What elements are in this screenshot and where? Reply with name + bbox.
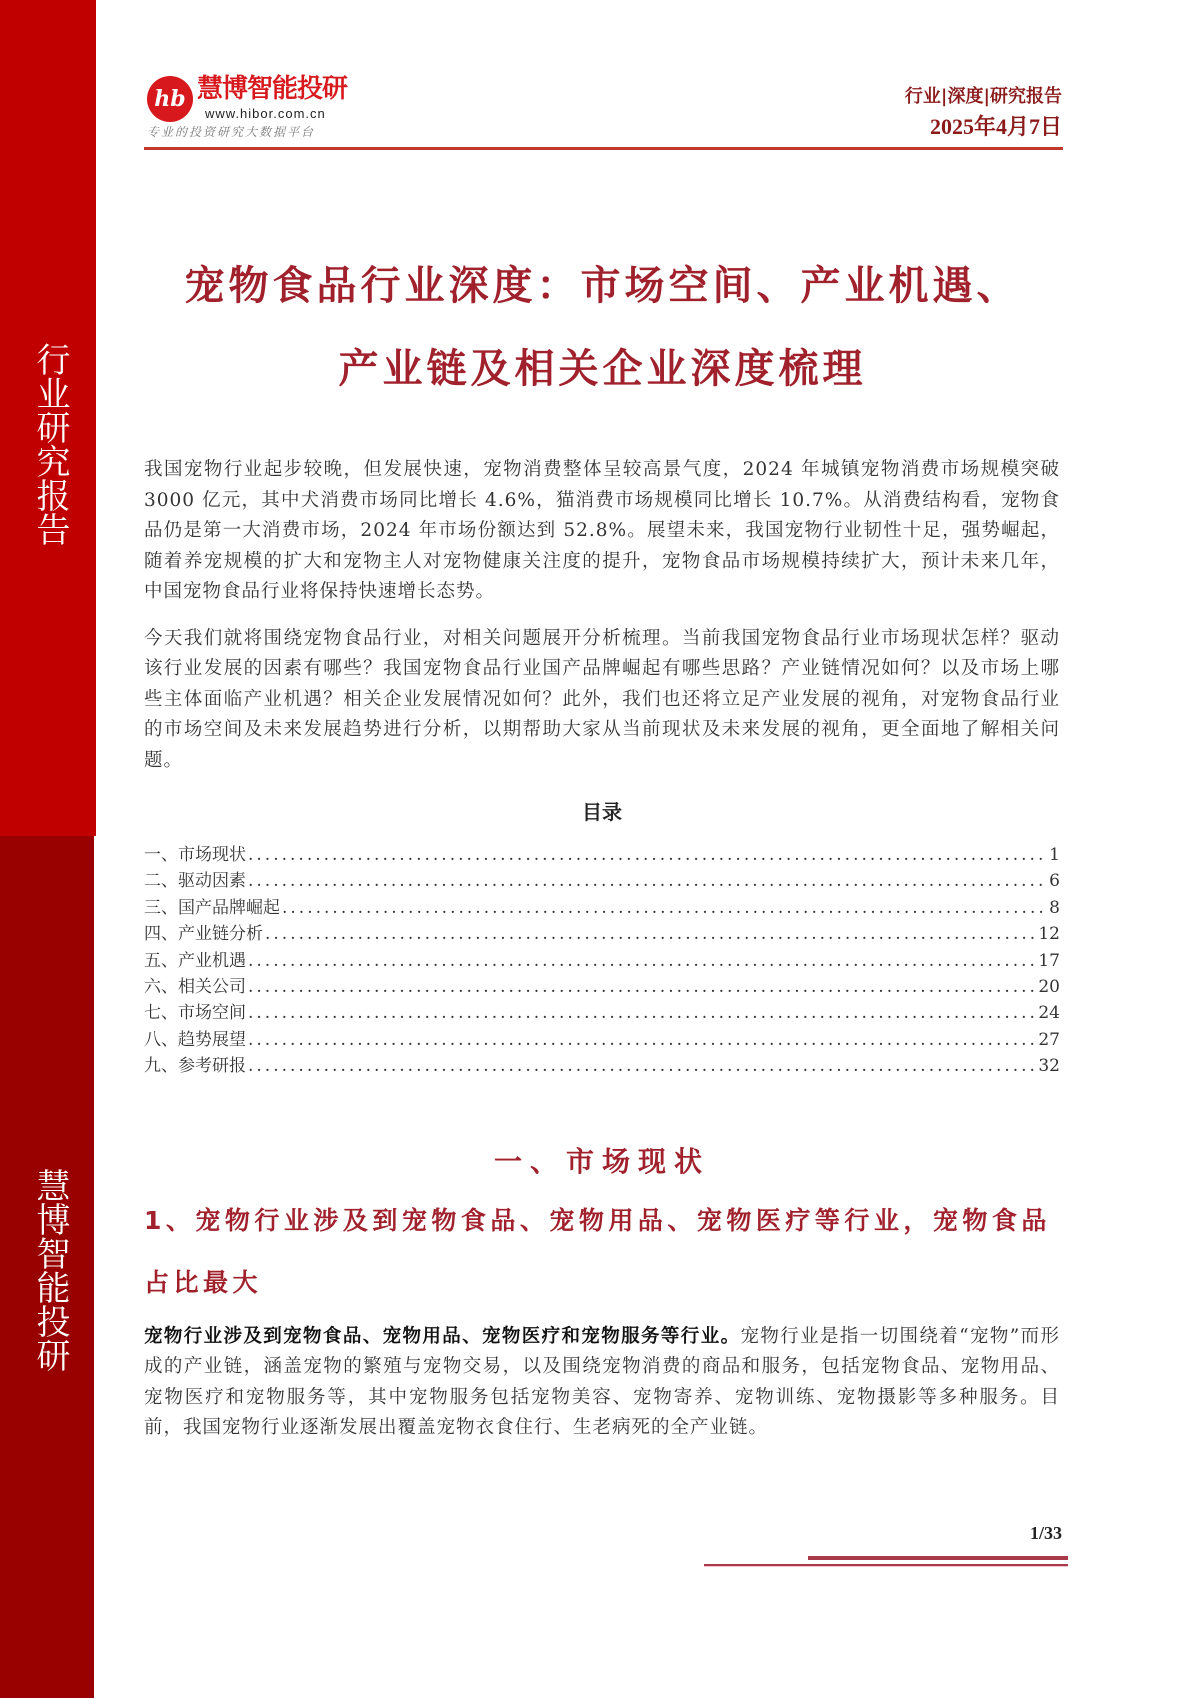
footer-line-thick: [808, 1556, 1068, 1560]
logo: [147, 74, 377, 144]
main-content: [144, 455, 1060, 1444]
toc-item[interactable]: [144, 842, 1060, 868]
toc-leader-dots: [282, 895, 1047, 921]
toc-item-label: 七、市场空间: [144, 1003, 246, 1024]
section-body: 宠物行业是指一切围绕着“宠物”而形成的产业链，涵盖宠物的繁殖与宠物交易，以及围绕宠物消费的商品和服务，包括宠物食品、宠物用品、宠物医疗和宠物服务等，其中宠物服务包括宠物美容、宠物寄养、宠物训练、宠物摄影等多种服务。目前，我国宠物行业逐渐发展出覆盖宠物衣食住行、生老病死的全产业链。: [144, 1325, 1060, 1439]
toc-item-page: 6: [1049, 871, 1060, 892]
toc-item-label: 三、国产品牌崛起: [144, 897, 280, 918]
section-heading: 一、市场现状: [493, 1144, 710, 1178]
sidebar-label-brand: 慧博智能投研: [30, 1168, 70, 1372]
toc-item-page: 27: [1038, 1029, 1060, 1050]
toc-item-label: 六、相关公司: [144, 976, 246, 997]
report-type: 行业|深度|研究报告: [904, 86, 1062, 107]
toc-item[interactable]: [144, 1027, 1060, 1053]
toc-item[interactable]: [144, 1053, 1060, 1079]
toc-leader-dots: [248, 1000, 1036, 1026]
page-number: 1/33: [1029, 1523, 1062, 1543]
toc-item-page: 17: [1038, 950, 1060, 971]
toc-leader-dots: [248, 1053, 1036, 1079]
toc-leader-dots: [248, 842, 1047, 868]
page-title: [140, 245, 1065, 411]
page-title-line2: 产业链及相关企业深度梳理: [338, 346, 867, 392]
toc-leader-dots: [248, 948, 1036, 974]
toc-item[interactable]: [144, 921, 1060, 947]
toc-item[interactable]: [144, 895, 1060, 921]
toc-item-label: 八、趋势展望: [144, 1029, 246, 1050]
toc-item-page: 24: [1038, 1003, 1060, 1024]
toc-item-label: 一、市场现状: [144, 845, 246, 865]
toc-item-page: 12: [1038, 924, 1060, 945]
toc-item-label: 二、驱动因素: [144, 871, 246, 892]
table-of-contents: [144, 842, 1060, 1080]
toc-item[interactable]: [144, 1000, 1060, 1026]
toc-item-label: 九、参考研报: [144, 1056, 246, 1077]
header-divider: [144, 147, 1063, 150]
footer-line-thin: [704, 1564, 1068, 1566]
toc-leader-dots: [248, 1027, 1036, 1053]
section-lead-bold: 宠物行业涉及到宠物食品、宠物用品、宠物医疗和宠物服务等行业。: [144, 1325, 741, 1347]
toc-leader-dots: [248, 868, 1047, 894]
logo-url: www.hibor.com.cn: [205, 106, 326, 121]
logo-slogan: 专业的投资研究大数据平台: [147, 125, 316, 139]
toc-title: 目录: [582, 800, 622, 824]
toc-leader-dots: [248, 974, 1036, 1000]
page-title-line1: 宠物食品行业深度：市场空间、产业机遇、: [184, 263, 1021, 309]
section-paragraph: [144, 1322, 1060, 1444]
toc-item-page: 1: [1049, 845, 1060, 865]
toc-item-page: 20: [1038, 976, 1060, 997]
toc-item[interactable]: [144, 974, 1060, 1000]
toc-item[interactable]: [144, 948, 1060, 974]
toc-item-page: 8: [1049, 897, 1060, 918]
report-date: 2025年4月7日: [929, 114, 1062, 139]
toc-item-label: 五、产业机遇: [144, 950, 246, 971]
intro-paragraph-2: 今天我们就将围绕宠物食品行业，对相关问题展开分析梳理。当前我国宠物食品行业市场现状怎样？驱动该行业发展的因素有哪些？我国宠物食品行业国产品牌崛起有哪些思路？产业链情况如何？以及市场上哪些主体面临产业机遇？相关企业发展情况如何？此外，我们也还将立足产业发展的视角，对宠物食品行业的市场空间及未来发展趋势进行分析，以期帮助大家从当前现状及未来发展的视角，更全面地了解相关问题。: [144, 627, 1060, 771]
toc-item-page: 32: [1038, 1056, 1060, 1077]
logo-mark-icon: hb: [147, 76, 193, 122]
intro-paragraph-1: 我国宠物行业起步较晚，但发展快速，宠物消费整体呈较高景气度，2024 年城镇宠物消费市场规模突破 3000 亿元，其中犬消费市场同比增长 4.6%，猫消费市场规模同比增长 10.7%。从消费结构看，宠物食品仍是第一大消费市场，2024 年市场份额达到 52.8%。展望未来，我国宠物行业韧性十足，强势崛起，随着养宠规模的扩大和宠物主人对宠物健康关注度的提升，宠物食品市场规模持续扩大，预计未来几年，中国宠物食品行业将保持快速增长态势。: [144, 459, 1060, 602]
toc-leader-dots: [265, 921, 1036, 947]
toc-item-label: 四、产业链分析: [144, 924, 263, 945]
section-subheading: 1、宠物行业涉及到宠物食品、宠物用品、宠物医疗等行业，宠物食品占比最大: [144, 1205, 1051, 1297]
toc-item[interactable]: [144, 868, 1060, 894]
logo-name: 慧博智能投研: [197, 74, 348, 104]
sidebar-label-report: 行业研究报告: [30, 342, 70, 546]
